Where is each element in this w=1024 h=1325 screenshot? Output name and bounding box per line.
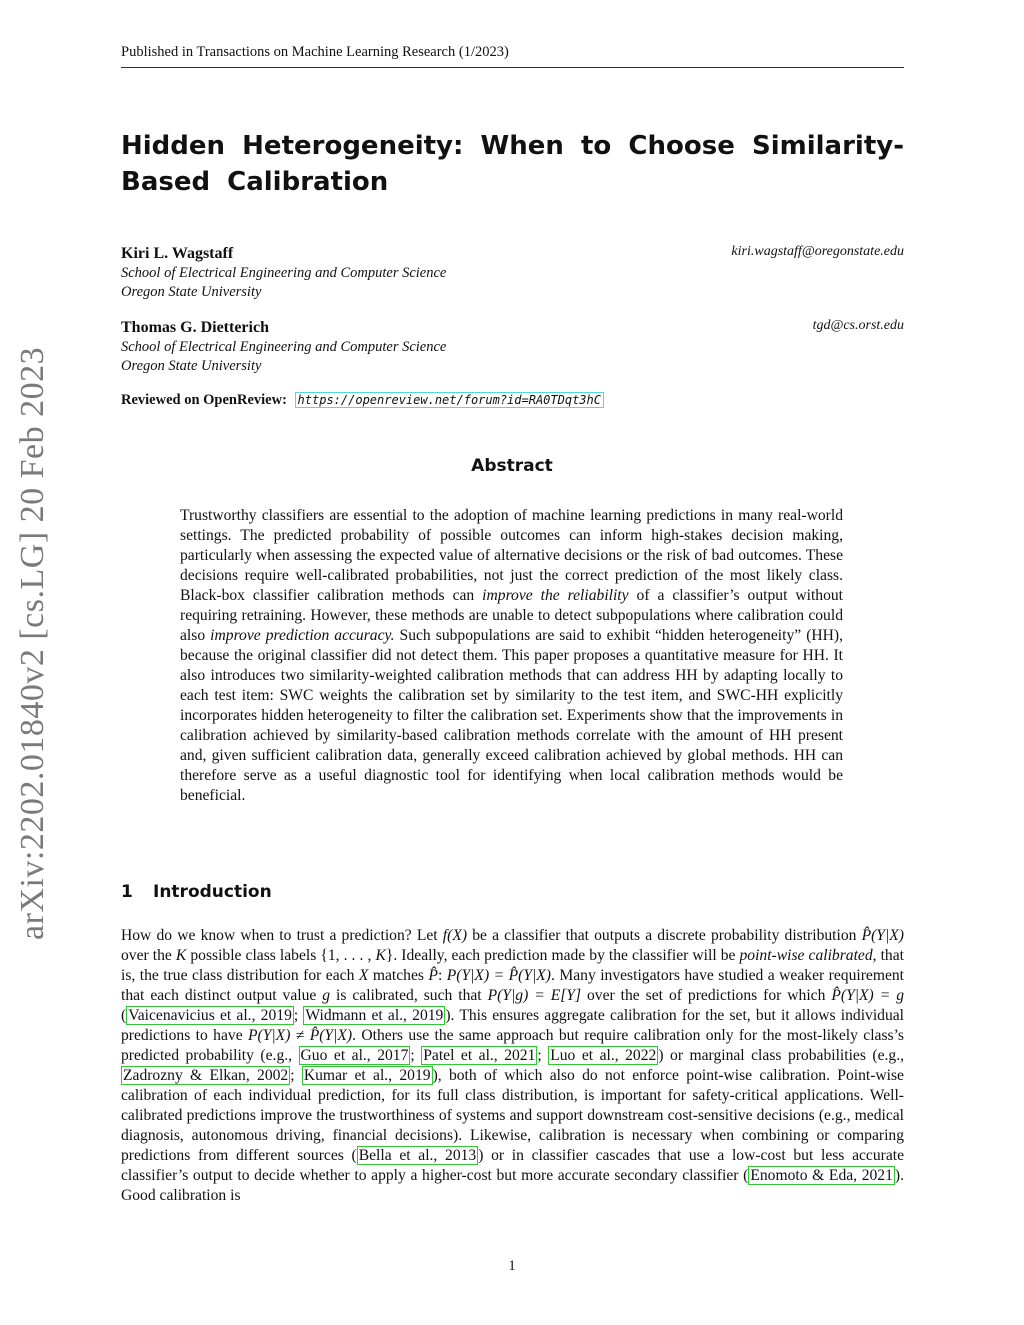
abstract-emphasis: improve the reliability: [482, 587, 629, 604]
author-block-1: [121, 244, 904, 302]
citation-link[interactable]: Luo et al., 2022: [550, 1047, 657, 1064]
math-expression: P(Y|X) = P̂(Y|X): [446, 967, 551, 984]
intro-text: . Many investigators have studied a weaker requirement that each distinct output value: [121, 967, 904, 1004]
intro-text: :: [437, 967, 447, 984]
intro-text: over the: [121, 947, 176, 964]
abstract-text: Trustworthy classifiers are essential to the adoption of machine learning predictions in many real-world settings. The predicted probability of possible outcomes can inform high-stakes decision making, particularly when assessing the expected value of alternative decisions or the risk of bad outcomes. These decisions require well-calibrated probabilities, not just the correct prediction of the most likely class. Black-box classifier calibration methods can: [180, 507, 843, 604]
author-email[interactable]: kiri.wagstaff@oregonstate.edu: [731, 244, 904, 259]
section-number: 1: [121, 882, 133, 902]
math-expression: P̂: [428, 967, 438, 984]
review-label: Reviewed on OpenReview:: [121, 392, 287, 408]
intro-text: ), both of which also do not enforce point-wise calibration. Point-wise calibration of each individual prediction, for its full class distribution, is important for safety-critical applications. Well-calibrated predictions improve the trustworthiness of systems and support downstream cost-sensitive decisions (e.g., medical diagnosis, autonomous driving, financial decisions). Likewise, calibration is necessary when combining or comparing predictions from different sources (: [121, 1067, 904, 1164]
math-expression: X: [358, 967, 369, 984]
math-expression: f(X): [442, 927, 468, 944]
intro-text: is calibrated, such that: [330, 987, 488, 1004]
intro-text: possible class labels {1, . . . ,: [186, 947, 376, 964]
intro-text: ) or marginal class probabilities (e.g.,: [658, 1047, 905, 1064]
running-header: Published in Transactions on Machine Learning Research (1/2023): [121, 44, 904, 68]
abstract-text: of a classifier’s output without requiring retraining. However, these methods are unable to detect subpopulations where calibration could also: [180, 587, 844, 644]
review-line: [121, 392, 604, 409]
citation-separator: ;: [410, 1047, 422, 1064]
math-expression: P̂(Y|X): [861, 927, 904, 944]
intro-text: be a classifier that outputs a discrete probability distribution: [467, 927, 862, 944]
citation-link[interactable]: Guo et al., 2017: [300, 1047, 409, 1064]
section-title: Introduction: [153, 882, 272, 902]
author-email[interactable]: tgd@cs.orst.edu: [812, 318, 904, 333]
abstract-body: [180, 506, 843, 806]
citation-link[interactable]: Vaicenavicius et al., 2019: [128, 1007, 292, 1024]
author-university: Oregon State University: [121, 358, 262, 374]
citation-link[interactable]: Enomoto & Eda, 2021: [750, 1167, 893, 1184]
math-expression: g: [322, 987, 331, 1004]
intro-text: (: [121, 1007, 127, 1024]
math-expression: P(Y|X) ≠ P̂(Y|X): [248, 1027, 353, 1044]
intro-text: over the set of predictions for which: [581, 987, 832, 1004]
math-expression: P̂(Y|X) = g: [831, 987, 904, 1004]
arxiv-identifier[interactable]: arXiv:2202.01840v2 [cs.LG] 20 Feb 2023: [14, 346, 51, 940]
abstract-heading: Abstract: [471, 456, 553, 476]
intro-text: , that is, the true class distribution for each: [121, 947, 904, 984]
intro-text: ) or in classifier cascades that use a low-cost but less accurate classifier’s output to decide whether to apply a higher-cost but more accurate secondary classifier (: [121, 1147, 904, 1184]
intro-text: ). This ensures aggregate calibration for the set, but it allows individual predictions to have: [121, 1007, 905, 1044]
intro-text: }. Ideally, each prediction made by the classifier will be: [385, 947, 740, 964]
intro-text: How do we know when to trust a prediction? Let: [121, 927, 443, 944]
intro-text: matches: [368, 967, 429, 984]
section-heading: [121, 882, 272, 902]
citation-link[interactable]: Zadrozny & Elkan, 2002: [123, 1067, 289, 1084]
citation-separator: ;: [537, 1047, 549, 1064]
openreview-link[interactable]: https://openreview.net/forum?id=RA0TDqt3hC: [295, 392, 604, 408]
citation-separator: ;: [293, 1007, 304, 1024]
math-expression: K: [375, 947, 386, 964]
citation-link[interactable]: Patel et al., 2021: [423, 1047, 536, 1064]
citation-separator: ;: [290, 1067, 302, 1084]
citation-link[interactable]: Widmann et al., 2019: [305, 1007, 444, 1024]
author-name: Thomas G. Dietterich: [121, 319, 269, 336]
math-expression: P(Y|g) = E[Y]: [487, 987, 582, 1004]
intro-text: . Others use the same approach but require calibration only for the most-likely class’s predicted probability (e.g.,: [121, 1027, 904, 1064]
intro-text: ). Good calibration is: [121, 1167, 904, 1204]
page-number: 1: [508, 1258, 516, 1274]
intro-emphasis: point-wise calibrated: [739, 947, 873, 964]
author-block-2: [121, 318, 904, 376]
author-university: Oregon State University: [121, 284, 262, 300]
paper-title: Hidden Heterogeneity: When to Choose Similarity-Based Calibration: [121, 131, 904, 197]
author-department: School of Electrical Engineering and Computer Science: [121, 339, 447, 355]
citation-link[interactable]: Kumar et al., 2019: [303, 1067, 431, 1084]
math-expression: K: [175, 947, 187, 964]
abstract-emphasis: improve prediction accuracy.: [210, 627, 395, 644]
author-name: Kiri L. Wagstaff: [121, 245, 234, 262]
abstract-text: Such subpopulations are said to exhibit “hidden heterogeneity” (HH), because the original classifier did not detect them. This paper proposes a quantitative measure for HH. It also introduces two similarity-weighted calibration methods that can address HH by adapting locally to each test item: SWC weights the calibration set by similarity to the test item, and SWC-HH explicitly incorporates hidden heterogeneity to filter the calibration set. Experiments show that the improvements in calibration achieved by similarity-based calibration methods correlate with the amount of HH present and, given sufficient calibration data, generally exceed calibration achieved by global methods. HH can therefore serve as a useful diagnostic tool for identifying when local calibration methods would be beneficial.: [180, 627, 844, 804]
author-department: School of Electrical Engineering and Computer Science: [121, 265, 447, 281]
introduction-body: [121, 926, 904, 1206]
citation-link[interactable]: Bella et al., 2013: [358, 1147, 477, 1164]
